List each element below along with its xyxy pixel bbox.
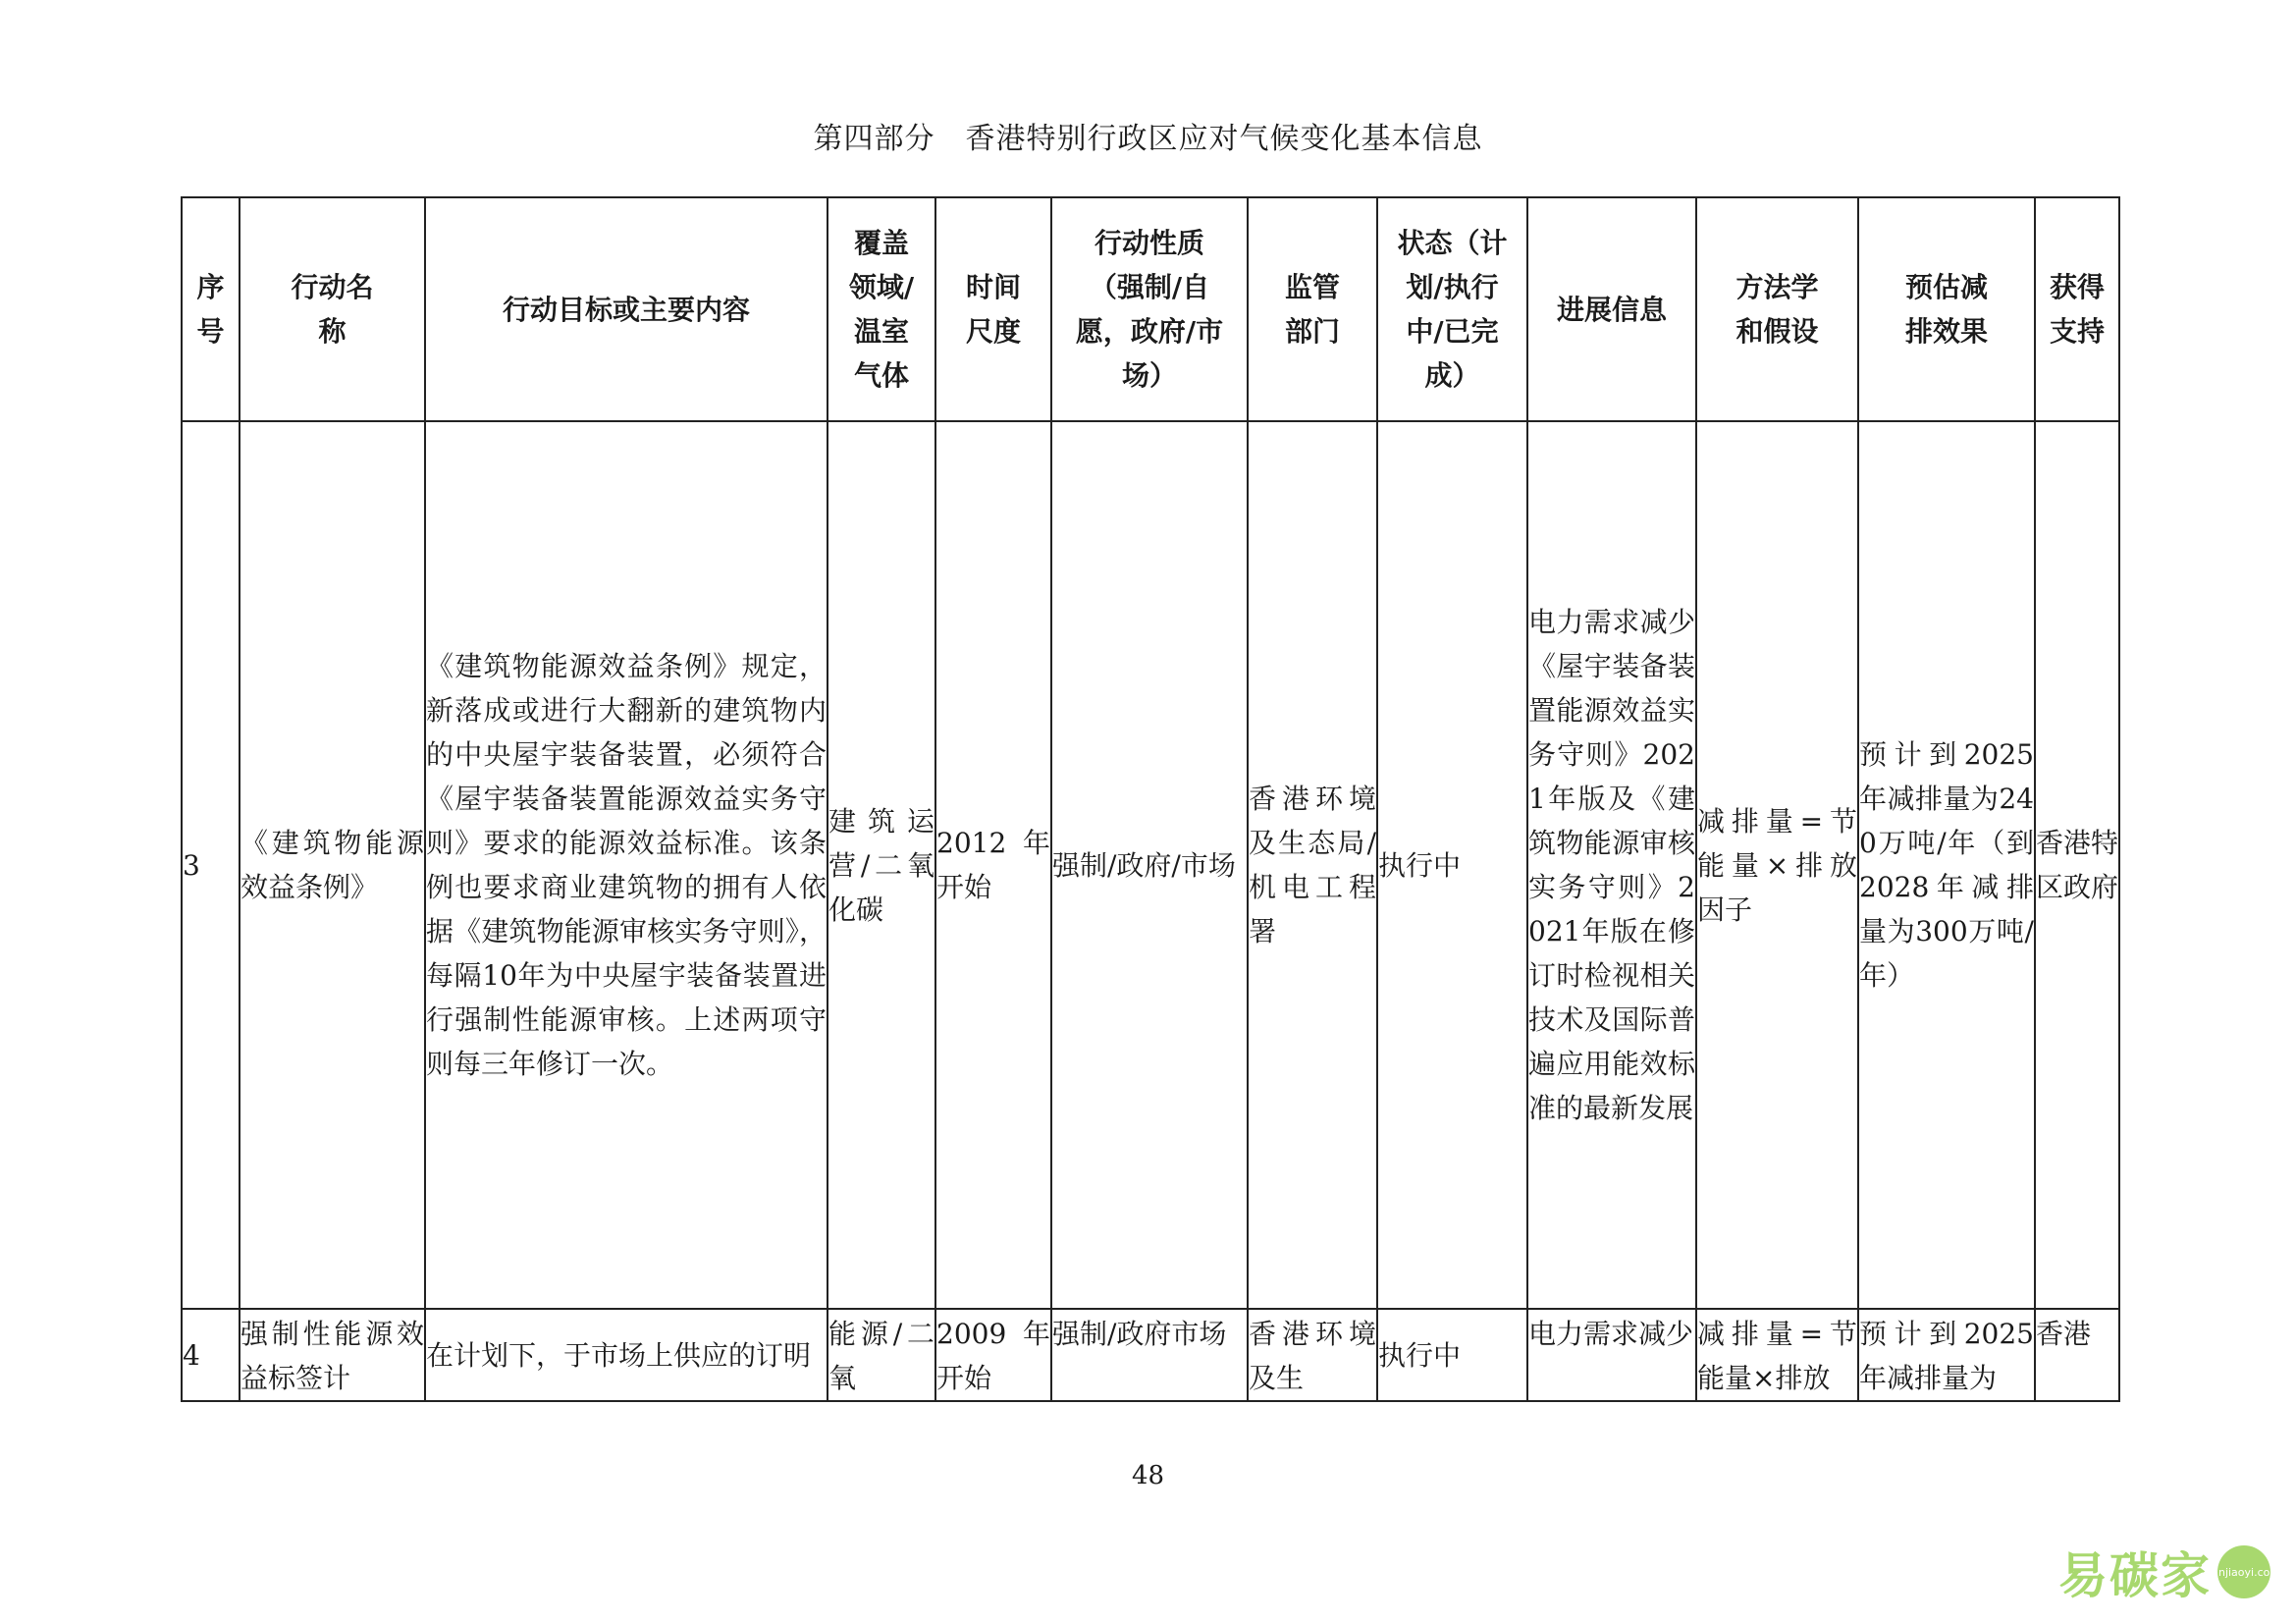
support: 香港特区政府 (2035, 421, 2119, 1309)
department: 香港环境及生态局/机电工程署 (1248, 421, 1377, 1309)
header-content: 行动目标或主要内容 (425, 197, 828, 421)
estimated-effect: 预计到2025年减排量为 (1859, 1318, 2034, 1394)
action-nature: 强制/政府/市场 (1051, 421, 1248, 1309)
estimated-effect: 预计到2025年减排量为240万吨/年（到2028年减排量为300万吨/年） (1858, 421, 2035, 1309)
watermark-logo (2058, 1537, 2281, 1607)
header-support: 获得支持 (2035, 197, 2119, 421)
header-methodology: 方法学和假设 (1696, 197, 1858, 421)
header-timescale: 时间尺度 (935, 197, 1051, 421)
page-number: 48 (1131, 1461, 1165, 1490)
methodology: 减排量=节能量×排放因子 (1696, 421, 1858, 1309)
progress-info: 电力需求减少 (1528, 1318, 1694, 1350)
header-department: 监管部门 (1248, 197, 1377, 421)
table-header-row (182, 197, 2119, 421)
table-row (182, 1309, 2119, 1401)
action-name: 《建筑物能源效益条例》 (240, 421, 425, 1309)
progress-info: 电力需求减少《屋宇装备装置能源效益实务守则》2021年版及《建筑物能源审核实务守则》2021年版在修订时检视相关技术及国际普遍应用能效标准的最新发展 (1527, 421, 1696, 1309)
row-number: 4 (182, 1309, 240, 1401)
support: 香港 (2036, 1318, 2092, 1350)
watermark-badge: tanjiaoyi.com (2217, 1545, 2270, 1598)
page-title: 第四部分 香港特别行政区应对气候变化基本信息 (813, 122, 1483, 156)
header-no: 序号 (182, 197, 240, 421)
table-row (182, 421, 2119, 1309)
header-effect: 预估减排效果 (1858, 197, 2035, 421)
action-name: 强制性能源效益标签计 (240, 1318, 424, 1394)
row-number: 3 (182, 421, 240, 1309)
coverage: 建筑运营/二氧化碳 (828, 421, 935, 1309)
status: 执行中 (1377, 421, 1527, 1309)
header-status: 状态（计划/执行中/已完成） (1377, 197, 1527, 421)
action-content: 《建筑物能源效益条例》规定，新落成或进行大翻新的建筑物内的中央屋宇装备装置，必须符合《屋宇装备装置能源效益实务守则》要求的能源效益标准。该条例也要求商业建筑物的拥有人依据《建筑物能源审核实务守则》，每隔10年为中央屋宇装备装置进行强制性能源审核。上述两项守则每三年修订一次。 (425, 421, 828, 1309)
department: 香港环境及生 (1249, 1318, 1376, 1394)
status: 执行中 (1378, 1338, 1462, 1372)
action-nature: 强制/政府市场 (1052, 1318, 1227, 1350)
header-progress: 进展信息 (1527, 197, 1696, 421)
methodology: 减排量=节能量×排放 (1697, 1318, 1857, 1394)
timescale: 2009年开始 (936, 1318, 1050, 1394)
action-content: 在计划下，于市场上供应的订明 (426, 1338, 812, 1372)
coverage: 能源/二氧 (828, 1318, 934, 1394)
watermark-text: 易碳家 (2058, 1547, 2212, 1604)
header-nature: 行动性质（强制/自愿，政府/市场） (1051, 197, 1248, 421)
header-coverage: 覆盖领域/温室气体 (828, 197, 935, 421)
climate-actions-table (181, 196, 2120, 1402)
timescale: 2012年开始 (935, 421, 1051, 1309)
header-action-name: 行动名称 (240, 197, 425, 421)
